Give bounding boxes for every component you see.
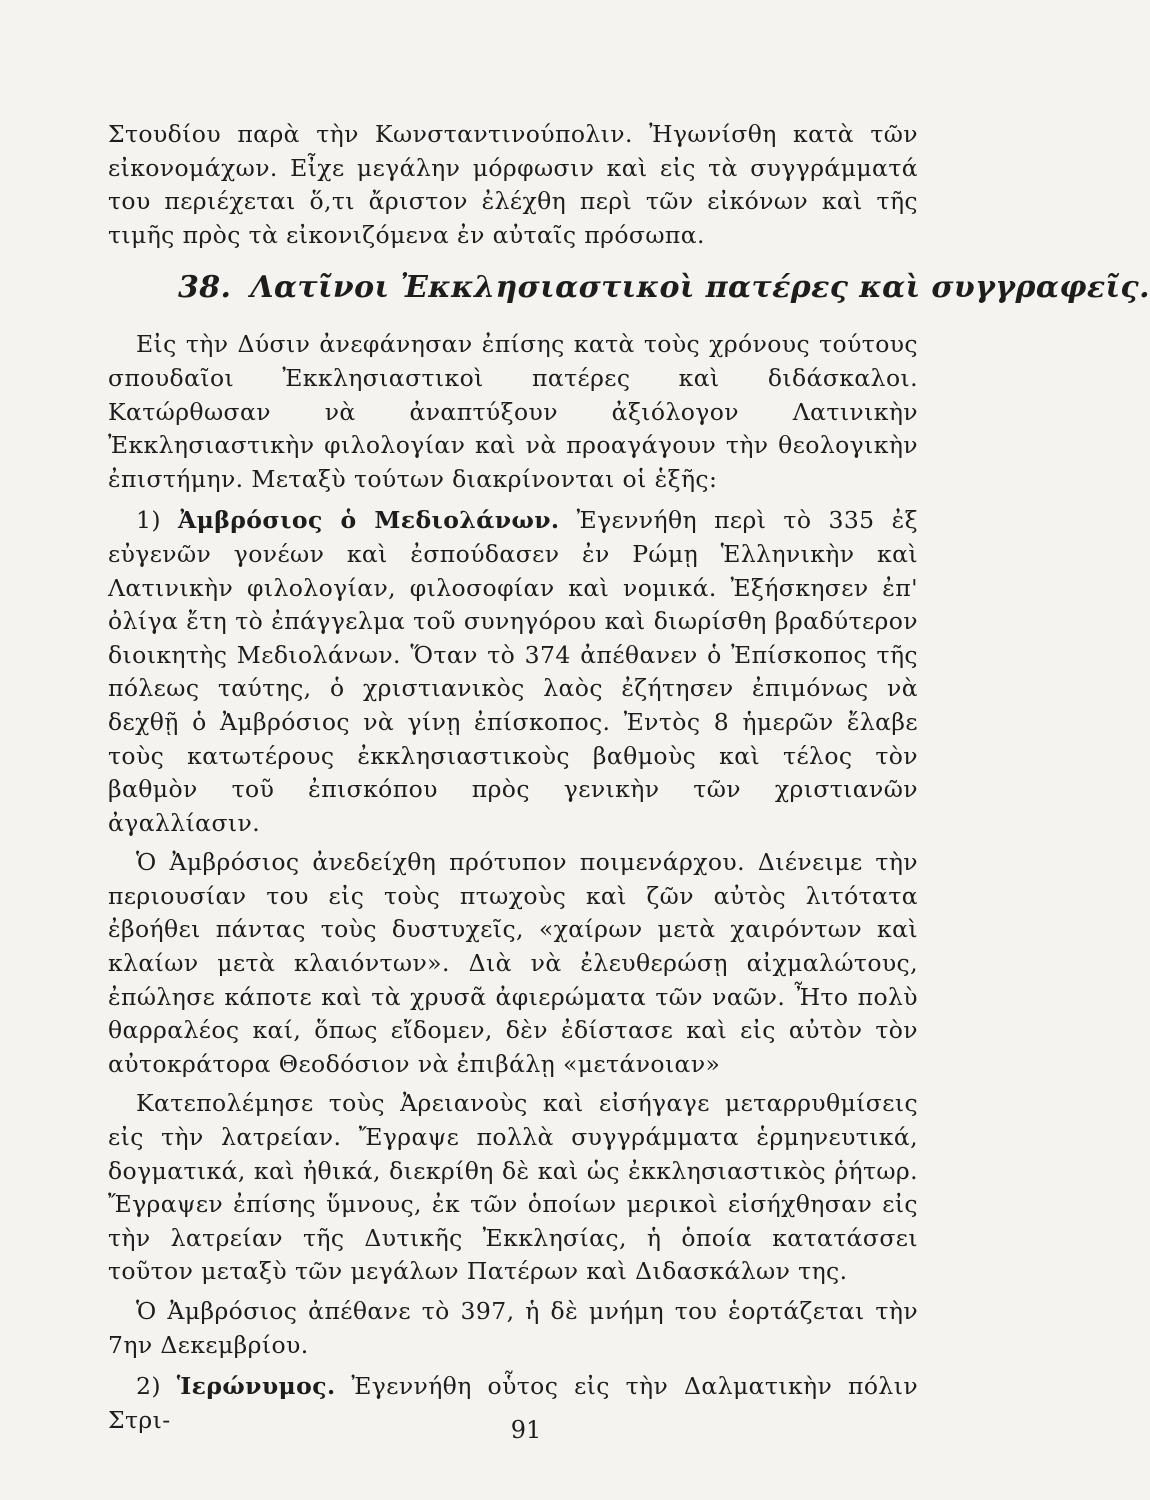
item-name-jerome: Ἱερώνυμος. xyxy=(176,1372,336,1401)
item-marker: 1) xyxy=(136,506,161,535)
item-lead-text: Ἐγεννήθη οὗτος εἰς τὴν Δαλματικὴν πόλιν Στρι- xyxy=(108,1372,918,1434)
item-name-ambrose: Ἀμβρόσιος ὁ Μεδιολάνων. xyxy=(178,506,560,535)
item-ambrose-paragraph xyxy=(108,504,918,840)
section-heading xyxy=(178,268,1150,308)
section-number: 38. xyxy=(178,270,232,306)
section-title: Λατῖνοι Ἐκκλησιαστικοὶ πατέρες καὶ συγγραφεῖς. xyxy=(250,270,1150,306)
intro-paragraph: Στουδίου παρὰ τὴν Κωνσταντινούπολιν. Ἠγωνίσθη κατὰ τῶν εἰκονομάχων. Εἶχε μεγάλην μόρφωσιν καὶ εἰς τὰ συγγράμματά του περιέχεται ὅ,τι ἄριστον ἐλέχθη περὶ τῶν εἰκόνων καὶ τῆς τιμῆς πρὸς τὰ εἰκονιζόμενα ἐν αὐταῖς πρόσωπα. xyxy=(108,120,918,249)
section-intro-paragraph: Εἰς τὴν Δύσιν ἀνεφάνησαν ἐπίσης κατὰ τοὺς χρόνους τούτους σπουδαῖοι Ἐκκλησιαστικοὶ πατέρες καὶ διδάσκαλοι. Κατώρθωσαν νὰ ἀναπτύξουν ἀξιόλογον Λατινικὴν Ἐκκλησιαστικὴν φιλολογίαν καὶ νὰ προαγάγουν τὴν θεολογικὴν ἐπιστήμην. Μεταξὺ τούτων διακρίνονται οἱ ἑξῆς: xyxy=(108,330,918,493)
ambrose-paragraph-1: Ὁ Ἀμβρόσιος ἀνεδείχθη πρότυπον ποιμενάρχου. Διένειμε τὴν περιουσίαν του εἰς τοὺς πτωχοὺς καὶ ζῶν αὐτὸς λιτότατα ἐβοήθει πάντας τοὺς δυστυχεῖς, «χαίρων μετὰ χαιρόντων καὶ κλαίων μετὰ κλαιόντων». Διὰ νὰ ἐλευθερώσῃ αἰχμαλώτους, ἐπώλησε κάποτε καὶ τὰ χρυσᾶ ἀφιερώματα τῶν ναῶν. Ἦτο πολὺ θαρραλέος καί, ὅπως εἴδομεν, δὲν ἐδίστασε καὶ εἰς αὐτὸν τὸν αὐτοκράτορα Θεοδόσιον νὰ ἐπιβάλῃ «μετάνοιαν» xyxy=(108,848,918,1078)
ambrose-paragraph-3: Ὁ Ἀμβρόσιος ἀπέθανε τὸ 397, ἡ δὲ μνήμη του ἑορτάζεται τὴν 7ην Δεκεμβρίου. xyxy=(108,1297,918,1359)
page-body xyxy=(108,118,1150,1437)
item-marker: 2) xyxy=(136,1372,161,1401)
ambrose-paragraph-2: Κατεπολέμησε τοὺς Ἀρειανοὺς καὶ εἰσήγαγε μεταρρυθμίσεις εἰς τὴν λατρείαν. Ἔγραψε πολλὰ συγγράμματα ἑρμηνευτικά, δογματικά, καὶ ἠθικά, διεκρίθη δὲ καὶ ὡς ἐκκλησιαστικὸς ῥήτωρ. Ἔγραψεν ἐπίσης ὕμνους, ἐκ τῶν ὁποίων μερικοὶ εἰσήχθησαν εἰς τὴν λατρείαν τῆς Δυτικῆς Ἐκκλησίας, ἡ ὁποία κατατάσσει τοῦτον μεταξὺ τῶν μεγάλων Πατέρων καὶ Διδασκάλων της. xyxy=(108,1089,918,1286)
page-number: 91 xyxy=(510,1416,542,1444)
item-lead-text: Ἐγεννήθη περὶ τὸ 335 ἐξ εὐγενῶν γονέων καὶ ἐσπούδασεν ἐν Ρώμῃ Ἑλληνικὴν καὶ Λατινικὴν φιλολογίαν, φιλοσοφίαν καὶ νομικά. Ἐξήσκησεν ἐπ' ὀλίγα ἔτη τὸ ἐπάγγελμα τοῦ συνηγόρου καὶ διωρίσθη βραδύτερον διοικητὴς Μεδιολάνων. Ὅταν τὸ 374 ἀπέθανεν ὁ Ἐπίσκοπος τῆς πόλεως ταύτης, ὁ χριστιανικὸς λαὸς ἐζήτησεν ἐπιμόνως νὰ δεχθῇ ὁ Ἀμβρόσιος νὰ γίνῃ ἐπίσκοπος. Ἐντὸς 8 ἡμερῶν ἔλαβε τοὺς κατωτέρους ἐκκλησιαστικοὺς βαθμοὺς καὶ τέλος τὸν βαθμὸν τοῦ ἐπισκόπου πρὸς γενικὴν τῶν χριστιανῶν ἀγαλλίασιν. xyxy=(108,506,918,837)
